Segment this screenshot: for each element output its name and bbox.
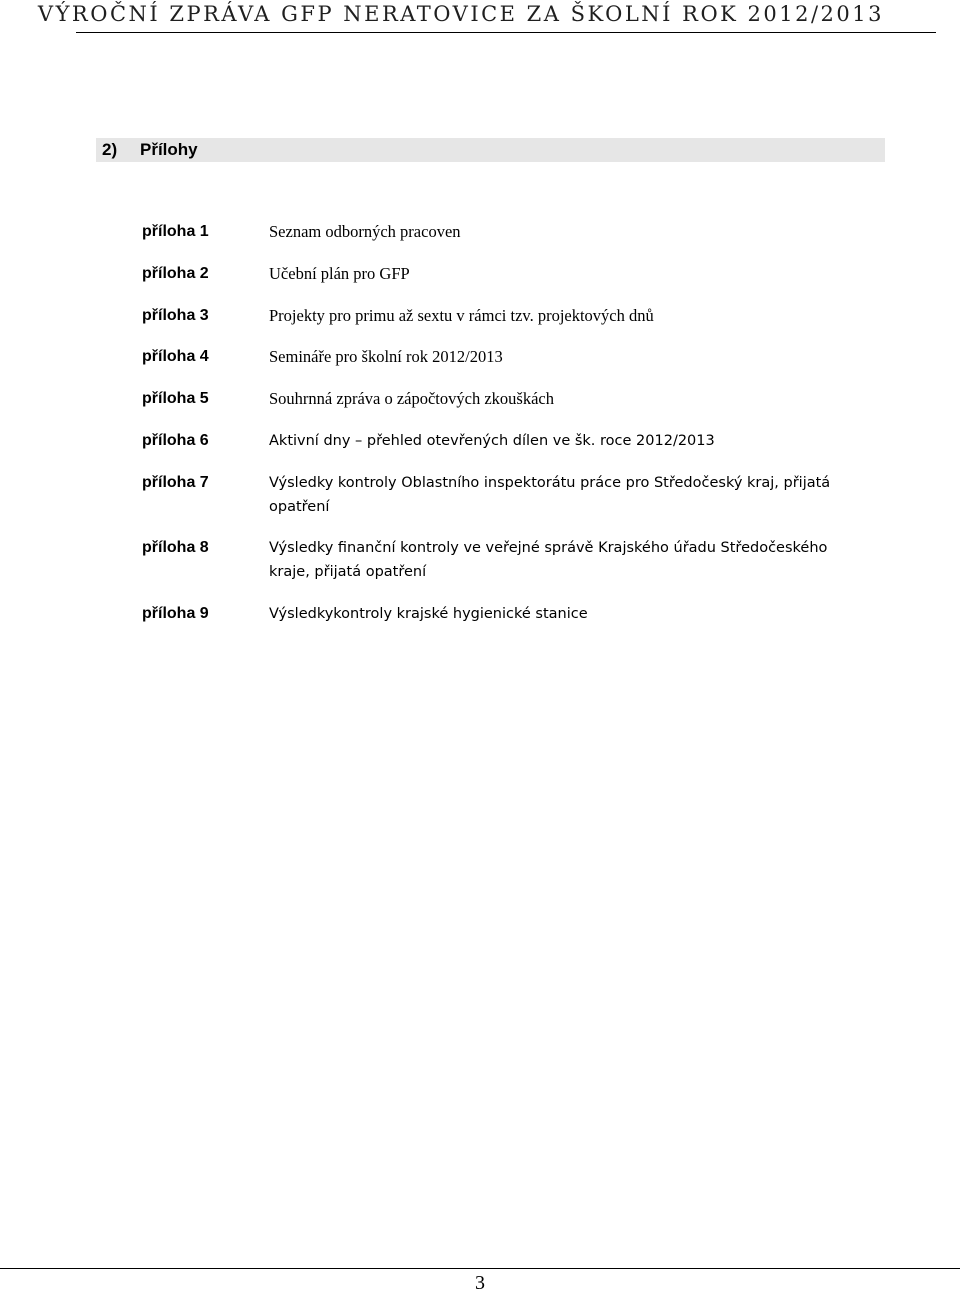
attachment-title: Projekty pro primu až sextu v rámci tzv. projektových dnů bbox=[269, 306, 654, 325]
page-number: 3 bbox=[475, 1272, 485, 1294]
section-heading bbox=[96, 138, 885, 162]
attachment-title: Seznam odborných pracoven bbox=[269, 222, 461, 241]
attachment-label: příloha 3 bbox=[142, 307, 209, 324]
attachment-label: příloha 2 bbox=[142, 265, 209, 282]
attachment-label: příloha 1 bbox=[142, 223, 209, 240]
attachment-title: Výsledkykontroly krajské hygienické stanice bbox=[269, 606, 588, 622]
attachment-label: příloha 9 bbox=[142, 605, 209, 622]
attachment-label: příloha 7 bbox=[142, 474, 209, 491]
attachment-title: Semináře pro školní rok 2012/2013 bbox=[269, 347, 503, 366]
attachment-label: příloha 8 bbox=[142, 539, 209, 556]
footer-divider bbox=[0, 1268, 960, 1269]
attachment-label: příloha 5 bbox=[142, 390, 209, 407]
attachment-label: příloha 4 bbox=[142, 348, 209, 365]
document-title: VÝROČNÍ ZPRÁVA GFP NERATOVICE ZA ŠKOLNÍ ROK 2012/2013 bbox=[37, 2, 884, 26]
attachment-title: Učební plán pro GFP bbox=[269, 264, 410, 283]
section-number: 2) bbox=[102, 140, 118, 159]
running-header bbox=[37, 0, 936, 33]
attachment-label: příloha 6 bbox=[142, 432, 209, 449]
attachment-title: Výsledky kontroly Oblastního inspektorátu práce pro Středočeský kraj, přijatá opatření bbox=[269, 475, 831, 515]
attachment-title: Souhrnná zpráva o zápočtových zkouškách bbox=[269, 389, 554, 408]
attachment-title: Výsledky finanční kontroly ve veřejné správě Krajského úřadu Středočeského kraje, přijatá opatření bbox=[269, 540, 828, 580]
section-title: Přílohy bbox=[140, 140, 198, 159]
attachment-title: Aktivní dny – přehled otevřených dílen ve šk. roce 2012/2013 bbox=[269, 433, 715, 449]
